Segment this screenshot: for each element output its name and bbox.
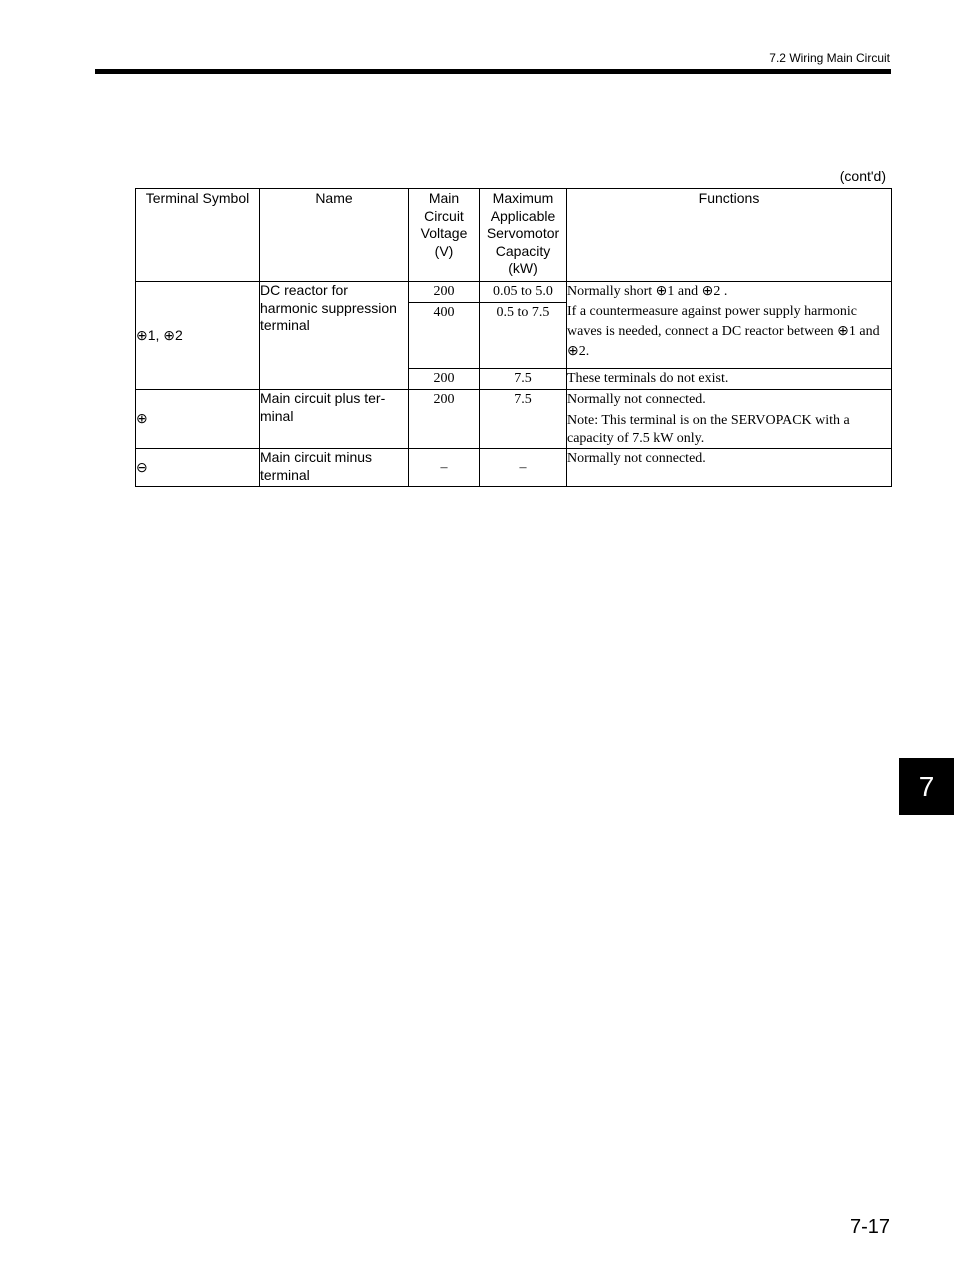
header-rule (95, 69, 891, 74)
name-dc-reactor: DC reactor for harmonic suppression terminal (260, 282, 409, 390)
functions-dc-reactor: Normally short ⊕1 and ⊕2 . If a countermeasure against power supply harmonic waves is needed, connect a DC reactor between ⊕1 and ⊕2. (567, 282, 892, 369)
table-row (136, 390, 892, 449)
functions-minus: Normally not connected. (567, 449, 892, 487)
header-voltage: Main Circuit Voltage (V) (409, 189, 480, 282)
voltage-cell: 200 (409, 390, 480, 449)
symbol-plus: ⊕ (136, 390, 260, 449)
capacity-cell: – (480, 449, 567, 487)
capacity-cell: 0.5 to 7.5 (480, 303, 567, 369)
name-minus: Main circuit minus terminal (260, 449, 409, 487)
header-functions: Functions (567, 189, 892, 282)
capacity-cell: 7.5 (480, 369, 567, 390)
capacity-cell: 0.05 to 5.0 (480, 282, 567, 303)
page-number: 7-17 (849, 1216, 890, 1238)
symbol-minus: ⊖ (136, 449, 260, 487)
voltage-cell: 200 (409, 282, 480, 303)
table-row (136, 449, 892, 487)
table-header-row (136, 189, 892, 282)
functions-not-exist: These terminals do not exist. (567, 369, 892, 390)
table-row (136, 282, 892, 303)
header-terminal-symbol: Terminal Symbol (136, 189, 260, 282)
terminal-table (135, 188, 892, 487)
header-name: Name (260, 189, 409, 282)
voltage-cell: – (409, 449, 480, 487)
continued-label: (cont'd) (839, 168, 886, 184)
name-plus: Main circuit plus ter-minal (260, 390, 409, 449)
chapter-tab: 7 (899, 758, 954, 815)
voltage-cell: 400 (409, 303, 480, 369)
symbol-dc-reactor: ⊕1, ⊕2 (136, 282, 260, 390)
section-header: 7.2 Wiring Main Circuit (769, 51, 890, 65)
voltage-cell: 200 (409, 369, 480, 390)
capacity-cell: 7.5 (480, 390, 567, 449)
functions-plus: Normally not connected. Note: This terminal is on the SERVOPACK with a capacity of 7.5 kW only. (567, 390, 892, 449)
header-capacity: Maximum Applicable Servomotor Capacity (kW) (480, 189, 567, 282)
